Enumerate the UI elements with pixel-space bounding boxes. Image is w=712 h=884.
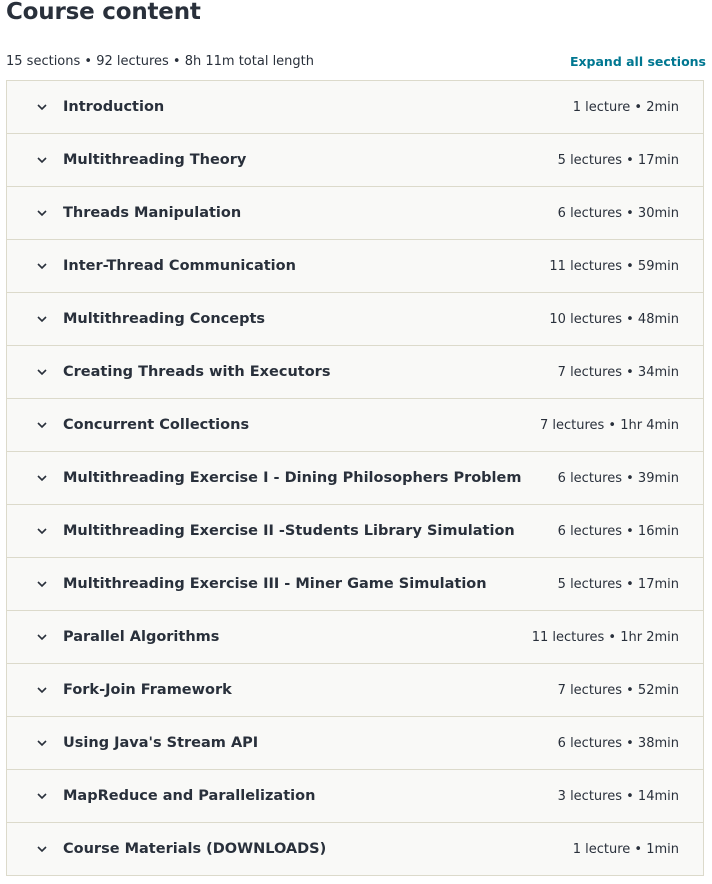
section-title: MapReduce and Parallelization — [63, 788, 316, 804]
section-row[interactable] — [7, 399, 703, 452]
section-title: Multithreading Exercise III - Miner Game Simulation — [63, 576, 487, 592]
section-meta: 1 lecture • 1min — [572, 841, 679, 857]
section-row[interactable] — [7, 717, 703, 770]
section-row[interactable] — [7, 664, 703, 717]
section-meta: 6 lectures • 38min — [557, 735, 679, 751]
chevron-down-icon — [35, 206, 49, 220]
section-meta: 11 lectures • 1hr 2min — [531, 629, 679, 645]
section-row[interactable] — [7, 823, 703, 876]
section-row[interactable] — [7, 505, 703, 558]
chevron-down-icon — [35, 259, 49, 273]
section-meta: 5 lectures • 17min — [557, 152, 679, 168]
section-row[interactable] — [7, 187, 703, 240]
section-meta: 6 lectures • 30min — [557, 205, 679, 221]
chevron-down-icon — [35, 736, 49, 750]
section-row[interactable] — [7, 611, 703, 664]
section-meta: 6 lectures • 39min — [557, 470, 679, 486]
section-meta: 7 lectures • 1hr 4min — [539, 417, 679, 433]
section-title: Introduction — [63, 99, 165, 115]
section-meta: 1 lecture • 2min — [572, 99, 679, 115]
section-row[interactable] — [7, 558, 703, 611]
section-row[interactable] — [7, 240, 703, 293]
chevron-down-icon — [35, 153, 49, 167]
chevron-down-icon — [35, 683, 49, 697]
page-title: Course content — [6, 0, 201, 25]
sections-list — [6, 80, 704, 876]
section-title: Concurrent Collections — [63, 417, 250, 433]
section-title: Using Java's Stream API — [63, 735, 259, 751]
section-meta: 7 lectures • 52min — [557, 682, 679, 698]
section-title: Multithreading Concepts — [63, 311, 266, 327]
chevron-down-icon — [35, 100, 49, 114]
chevron-down-icon — [35, 842, 49, 856]
section-title: Course Materials (DOWNLOADS) — [63, 841, 327, 857]
chevron-down-icon — [35, 365, 49, 379]
section-row[interactable] — [7, 452, 703, 505]
section-title: Multithreading Exercise I - Dining Philosophers Problem — [63, 470, 522, 486]
course-summary-bar — [6, 52, 706, 70]
chevron-down-icon — [35, 471, 49, 485]
section-meta: 10 lectures • 48min — [549, 311, 679, 327]
chevron-down-icon — [35, 577, 49, 591]
expand-all-sections-button[interactable]: Expand all sections — [569, 53, 706, 69]
section-row[interactable] — [7, 134, 703, 187]
section-meta: 11 lectures • 59min — [549, 258, 679, 274]
chevron-down-icon — [35, 312, 49, 326]
section-meta: 6 lectures • 16min — [557, 523, 679, 539]
section-title: Inter-Thread Communication — [63, 258, 296, 274]
section-title: Multithreading Exercise II -Students Library Simulation — [63, 523, 515, 539]
section-meta: 3 lectures • 14min — [557, 788, 679, 804]
chevron-down-icon — [35, 789, 49, 803]
section-title: Creating Threads with Executors — [63, 364, 331, 380]
chevron-down-icon — [35, 630, 49, 644]
section-row[interactable] — [7, 770, 703, 823]
section-title: Parallel Algorithms — [63, 629, 220, 645]
section-row[interactable] — [7, 346, 703, 399]
section-meta: 7 lectures • 34min — [557, 364, 679, 380]
section-title: Fork-Join Framework — [63, 682, 232, 698]
section-meta: 5 lectures • 17min — [557, 576, 679, 592]
section-row[interactable] — [7, 293, 703, 346]
section-row[interactable] — [7, 81, 703, 134]
section-title: Multithreading Theory — [63, 152, 247, 168]
chevron-down-icon — [35, 418, 49, 432]
course-summary: 15 sections • 92 lectures • 8h 11m total length — [6, 53, 315, 69]
section-title: Threads Manipulation — [63, 205, 242, 221]
chevron-down-icon — [35, 524, 49, 538]
